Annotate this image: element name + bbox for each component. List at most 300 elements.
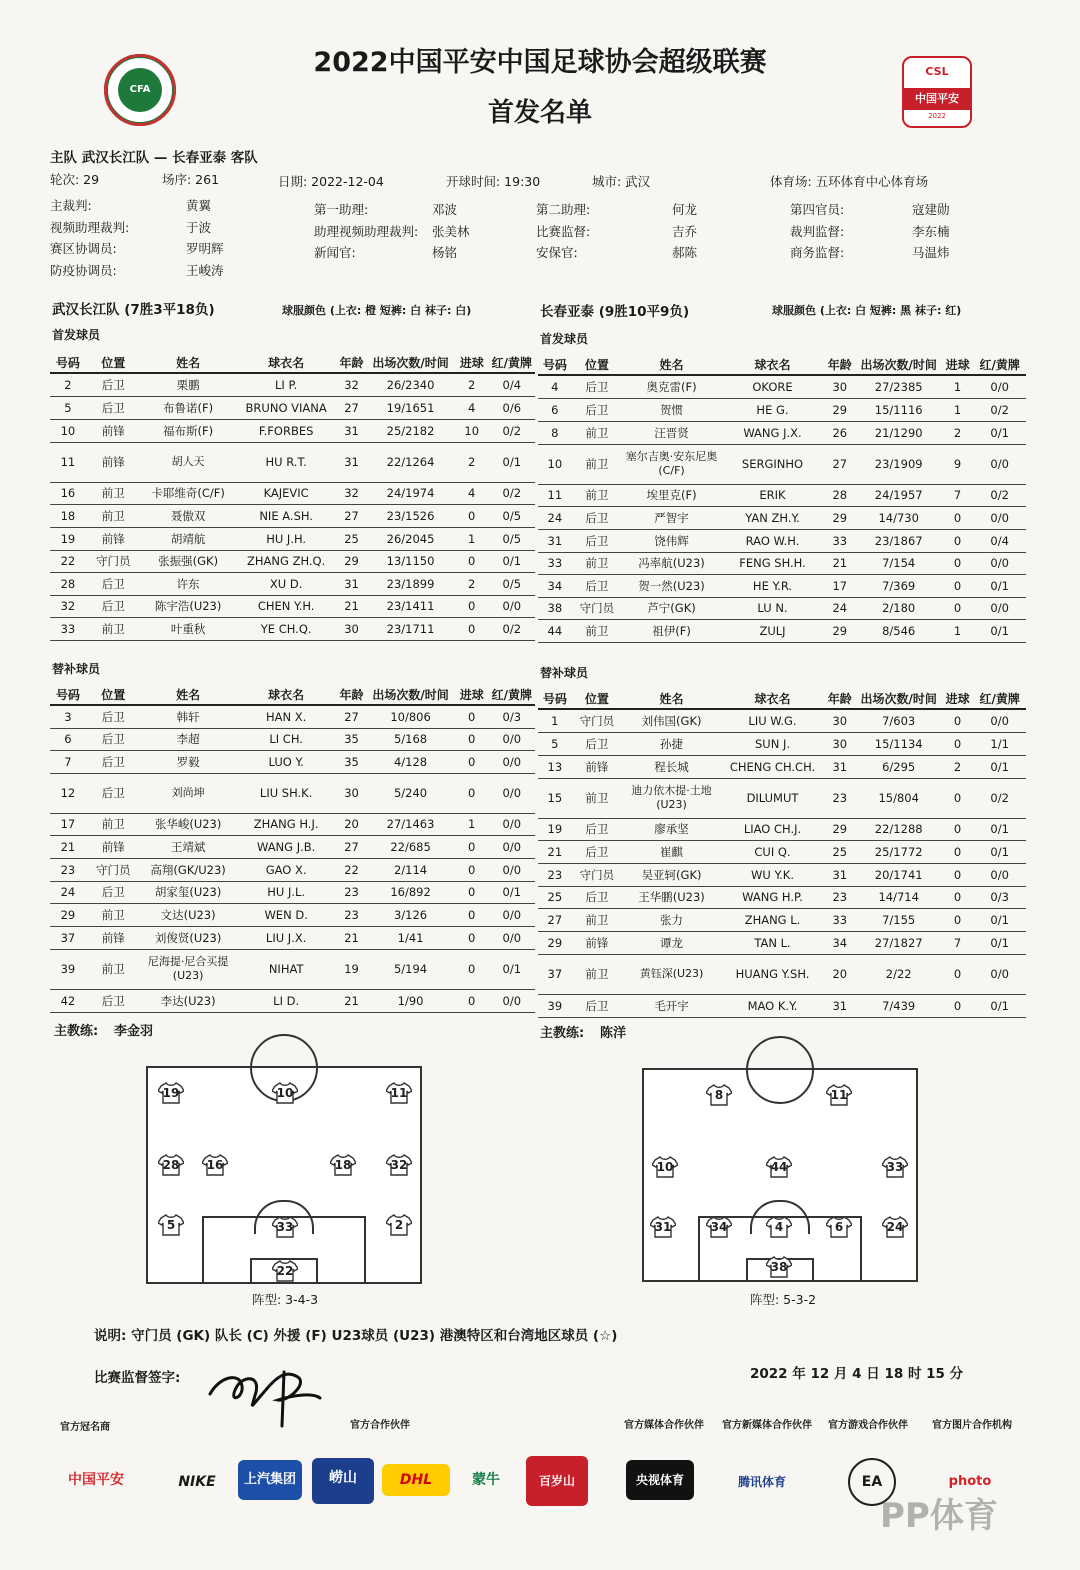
table-cell: 刘伟国(GK) (622, 709, 721, 732)
jersey-number: 6 (834, 1220, 844, 1234)
table-row (50, 396, 535, 419)
table-cell: 陈宇浩(U23) (141, 595, 236, 617)
table-cell: F.FORBES (236, 419, 337, 442)
table-cell: 26/2045 (366, 527, 455, 550)
csl-logo-bottom: 2022 (928, 112, 946, 120)
official-label: 安保官: (536, 245, 578, 260)
table-cell: 后卫 (572, 886, 622, 908)
jersey-icon (706, 1084, 732, 1106)
table-cell: ZULJ (721, 619, 824, 642)
table-cell: 16 (50, 482, 86, 504)
table-cell: 29 (824, 818, 856, 840)
column-header: 位置 (86, 684, 141, 705)
table-cell: 汪晋贤 (622, 421, 721, 444)
table-cell: 后卫 (86, 750, 141, 773)
official-value: 杨铭 (432, 245, 458, 260)
table-cell: 后卫 (86, 728, 141, 750)
table-cell: 31 (824, 863, 856, 886)
table-cell: 33 (824, 529, 856, 552)
table-cell: 0/2 (973, 484, 1026, 506)
table-cell: 前卫 (572, 552, 622, 574)
table-cell: 42 (50, 989, 86, 1012)
sponsor-cctv-sports-logo: 央视体育 (626, 1460, 694, 1500)
table-cell: 0 (942, 732, 974, 755)
table-cell: 24 (50, 881, 86, 903)
table-cell: 34 (538, 574, 572, 597)
table-row (538, 818, 1026, 840)
table-cell: 1/1 (973, 732, 1026, 755)
table-cell: SUN J. (721, 732, 824, 755)
column-header: 位置 (572, 688, 622, 709)
column-header: 号码 (538, 688, 572, 709)
table-cell: 1 (942, 619, 974, 642)
table-cell: 0 (455, 903, 489, 926)
table-cell: 奥克雷(F) (622, 375, 721, 398)
table-cell: 0/5 (489, 572, 535, 595)
table-cell: 39 (50, 949, 86, 989)
table-cell: 0/0 (489, 858, 535, 881)
page-subtitle: 首发名单 (487, 98, 592, 128)
table-cell: 冯率航(U23) (622, 552, 721, 574)
table-cell: 32 (337, 482, 367, 504)
table-cell: 0 (942, 954, 974, 994)
away-subs-table (538, 688, 1026, 1018)
table-cell: 0/1 (973, 908, 1026, 931)
official-value: 寇建勋 (912, 202, 950, 217)
table-row (50, 926, 535, 949)
table-cell: 前卫 (572, 421, 622, 444)
table-cell: 栗鹏 (141, 373, 236, 396)
table-cell: 0/1 (973, 818, 1026, 840)
jersey-icon (158, 1082, 184, 1104)
table-cell: 27/1463 (366, 813, 455, 835)
table-cell: 0 (455, 773, 489, 813)
table-cell: YAN ZH.Y. (721, 506, 824, 529)
table-cell: 前锋 (572, 931, 622, 954)
table-cell: 文达(U23) (141, 903, 236, 926)
column-header: 姓名 (141, 352, 236, 373)
table-cell: 张振强(GK) (141, 550, 236, 572)
table-row (538, 375, 1026, 398)
table-cell: 0/1 (489, 442, 535, 482)
jersey-icon (650, 1216, 676, 1238)
table-header-row (538, 688, 1026, 709)
table-cell: 0 (455, 617, 489, 640)
table-row (538, 506, 1026, 529)
table-cell: 2 (455, 442, 489, 482)
table-cell: MAO K.Y. (721, 994, 824, 1017)
table-cell: 35 (337, 728, 367, 750)
table-cell: 32 (337, 373, 367, 396)
official-label: 商务监督: (790, 245, 845, 260)
table-cell: 14/714 (856, 886, 942, 908)
table-cell: 0/4 (489, 373, 535, 396)
table-cell: 22 (50, 550, 86, 572)
table-row (538, 597, 1026, 619)
table-cell: 0 (942, 908, 974, 931)
table-cell: 4 (538, 375, 572, 398)
table-cell: LUO Y. (236, 750, 337, 773)
match-number: 场序: 261 (162, 172, 220, 187)
table-row (50, 482, 535, 504)
jersey-number: 22 (276, 1264, 294, 1278)
table-cell: 0/3 (489, 705, 535, 728)
table-cell: CHEN Y.H. (236, 595, 337, 617)
table-row (538, 778, 1026, 818)
table-cell: 15/1116 (856, 398, 942, 421)
table-cell: 尼海提·尼合买提(U23) (141, 949, 236, 989)
table-cell: 2 (455, 572, 489, 595)
table-cell: 23/1867 (856, 529, 942, 552)
table-cell: 0/0 (489, 903, 535, 926)
table-cell: 22 (337, 858, 367, 881)
table-cell: WU Y.K. (721, 863, 824, 886)
table-cell: OKORE (721, 375, 824, 398)
table-cell: 20 (337, 813, 367, 835)
table-cell: 李超 (141, 728, 236, 750)
table-row (538, 908, 1026, 931)
column-header: 出场次数/时间 (856, 688, 942, 709)
official-label: 助理视频助理裁判: (314, 224, 419, 239)
table-cell: 25/1772 (856, 840, 942, 863)
table-cell: DILUMUT (721, 778, 824, 818)
table-cell: 0 (942, 552, 974, 574)
table-cell: 守门员 (572, 597, 622, 619)
table-cell: 0 (942, 840, 974, 863)
table-cell: 叶重秋 (141, 617, 236, 640)
table-cell: 张华峻(U23) (141, 813, 236, 835)
sponsor-tencent-sports-logo: 腾讯体育 (737, 1475, 786, 1489)
official-value: 邓波 (432, 202, 458, 217)
table-cell: 23 (824, 886, 856, 908)
table-row (538, 886, 1026, 908)
jersey-number: 34 (710, 1220, 728, 1234)
sponsor-saic-logo: 上汽集团 (238, 1460, 302, 1500)
table-cell: 18 (50, 504, 86, 527)
table-cell: 2/180 (856, 597, 942, 619)
sponsor-category: 官方图片合作机构 (932, 1420, 1012, 1431)
table-cell: 5/240 (366, 773, 455, 813)
jersey-number: 16 (206, 1158, 224, 1172)
table-cell: 19 (50, 527, 86, 550)
table-cell: 0 (455, 504, 489, 527)
table-cell: 守门员 (86, 858, 141, 881)
table-cell: 程长城 (622, 755, 721, 778)
official-value: 何龙 (672, 202, 698, 217)
table-cell: NIHAT (236, 949, 337, 989)
table-cell: 27/1827 (856, 931, 942, 954)
table-cell: 布鲁诺(F) (141, 396, 236, 419)
jersey-number: 32 (390, 1158, 408, 1172)
table-cell: 27 (337, 396, 367, 419)
table-cell: 0 (942, 863, 974, 886)
jersey-icon (158, 1214, 184, 1236)
table-cell: 7/439 (856, 994, 942, 1017)
table-cell: 埃里克(F) (622, 484, 721, 506)
table-cell: 29 (538, 931, 572, 954)
table-cell: 31 (824, 755, 856, 778)
jersey-icon (272, 1260, 298, 1282)
official-value: 吉乔 (672, 224, 698, 239)
table-cell: 23 (538, 863, 572, 886)
column-header: 号码 (50, 684, 86, 705)
table-cell: HE Y.R. (721, 574, 824, 597)
sponsor-category: 官方新媒体合作伙伴 (722, 1420, 812, 1431)
table-cell: 30 (824, 732, 856, 755)
table-cell: 2 (50, 373, 86, 396)
table-row (538, 994, 1026, 1017)
column-header: 年龄 (337, 684, 367, 705)
table-cell: WANG J.B. (236, 835, 337, 858)
table-row (50, 903, 535, 926)
table-cell: 24 (538, 506, 572, 529)
table-cell: 13/1150 (366, 550, 455, 572)
table-cell: 29 (824, 619, 856, 642)
table-cell: 24/1974 (366, 482, 455, 504)
table-cell: 35 (337, 750, 367, 773)
table-cell: 25/2182 (366, 419, 455, 442)
sponsor-ganten-logo: 百岁山 (526, 1456, 588, 1506)
home-kit-colors: 球服颜色 (上衣: 橙 短裤: 白 袜子: 白) (282, 304, 472, 317)
jersey-icon (882, 1156, 908, 1178)
jersey-icon (652, 1156, 678, 1178)
column-header: 球衣名 (236, 684, 337, 705)
table-cell: 0/1 (973, 421, 1026, 444)
jersey-number: 19 (162, 1086, 180, 1100)
table-cell: 30 (824, 375, 856, 398)
table-cell: 15 (538, 778, 572, 818)
table-cell: BRUNO VIANA (236, 396, 337, 419)
sponsor-category: 官方游戏合作伙伴 (828, 1420, 908, 1431)
table-cell: 毛开宇 (622, 994, 721, 1017)
column-header: 姓名 (141, 684, 236, 705)
column-header: 红/黄牌 (489, 684, 535, 705)
table-cell: 2/114 (366, 858, 455, 881)
table-cell: 1 (942, 398, 974, 421)
table-row (538, 529, 1026, 552)
table-cell: 19/1651 (366, 396, 455, 419)
table-cell: ZHANG ZH.Q. (236, 550, 337, 572)
table-cell: 前卫 (572, 619, 622, 642)
official-label: 新闻官: (314, 245, 356, 260)
table-cell: 0/0 (489, 595, 535, 617)
table-cell: 7 (50, 750, 86, 773)
table-cell: 6 (538, 398, 572, 421)
table-cell: 谭龙 (622, 931, 721, 954)
official-label: 视频助理裁判: (50, 220, 130, 235)
official-label: 赛区协调员: (50, 241, 117, 256)
table-cell: KAJEVIC (236, 482, 337, 504)
table-row (50, 705, 535, 728)
jersey-number: 10 (656, 1160, 674, 1174)
table-cell: WANG J.X. (721, 421, 824, 444)
column-header: 进球 (942, 688, 974, 709)
table-cell: 24 (824, 597, 856, 619)
table-cell: HE G. (721, 398, 824, 421)
kickoff-time: 开球时间: 19:30 (446, 174, 541, 189)
table-cell: 11 (50, 442, 86, 482)
stadium: 体育场: 五环体育中心体育场 (770, 174, 929, 189)
column-header: 红/黄牌 (489, 352, 535, 373)
official-label: 第一助理: (314, 202, 369, 217)
table-cell: 37 (538, 954, 572, 994)
table-cell: 23 (337, 903, 367, 926)
table-cell: 10/806 (366, 705, 455, 728)
table-cell: 0 (455, 595, 489, 617)
table-row (538, 954, 1026, 994)
table-cell: 10 (50, 419, 86, 442)
table-cell: 前锋 (572, 755, 622, 778)
table-cell: 10 (455, 419, 489, 442)
sponsor-nike-logo: NIKE (178, 1474, 216, 1490)
table-cell: 前卫 (572, 484, 622, 506)
table-cell: 27 (824, 444, 856, 484)
column-header: 红/黄牌 (973, 354, 1026, 375)
table-cell: 3 (50, 705, 86, 728)
table-cell: 26/2340 (366, 373, 455, 396)
table-cell: 0/6 (489, 396, 535, 419)
away-kit-colors: 球服颜色 (上衣: 白 短裤: 黑 袜子: 红) (772, 304, 962, 317)
table-cell: FENG SH.H. (721, 552, 824, 574)
table-cell: ZHANG L. (721, 908, 824, 931)
table-cell: 1/90 (366, 989, 455, 1012)
table-row (50, 750, 535, 773)
table-row (50, 527, 535, 550)
table-cell: 后卫 (86, 881, 141, 903)
table-cell: LU N. (721, 597, 824, 619)
table-cell: 23/1711 (366, 617, 455, 640)
table-row (50, 773, 535, 813)
table-cell: 孙捷 (622, 732, 721, 755)
table-cell: 28 (50, 572, 86, 595)
table-cell: 罗毅 (141, 750, 236, 773)
table-cell: 23/1909 (856, 444, 942, 484)
column-header: 出场次数/时间 (366, 684, 455, 705)
table-cell: 5/194 (366, 949, 455, 989)
table-row (50, 504, 535, 527)
jersey-number: 5 (166, 1218, 176, 1232)
table-cell: 7/603 (856, 709, 942, 732)
table-cell: 前锋 (86, 926, 141, 949)
table-cell: 前卫 (572, 444, 622, 484)
table-cell: 张力 (622, 908, 721, 931)
table-cell: LIU W.G. (721, 709, 824, 732)
table-cell: 30 (337, 773, 367, 813)
table-cell: 0 (942, 597, 974, 619)
table-cell: 0/1 (489, 550, 535, 572)
table-row (50, 595, 535, 617)
official-label: 防疫协调员: (50, 263, 117, 278)
table-cell: ERIK (721, 484, 824, 506)
table-cell: 许东 (141, 572, 236, 595)
table-cell: 0 (942, 778, 974, 818)
column-header: 出场次数/时间 (366, 352, 455, 373)
table-cell: 6 (50, 728, 86, 750)
table-cell: 吴亚轲(GK) (622, 863, 721, 886)
sponsor-category: 官方合作伙伴 (350, 1420, 410, 1431)
table-cell: 0 (942, 886, 974, 908)
table-cell: 1 (942, 375, 974, 398)
sponsor-category: 官方冠名商 (60, 1422, 110, 1433)
away-team-record: 长春亚泰 (9胜10平9负) (540, 304, 690, 320)
table-row (538, 484, 1026, 506)
jersey-number: 2 (394, 1218, 404, 1232)
table-cell: 0/0 (489, 835, 535, 858)
signature-label: 比赛监督签字: (94, 1370, 181, 1386)
signature-time: 2022 年 12 月 4 日 18 时 15 分 (750, 1366, 964, 1382)
table-cell: 前锋 (86, 442, 141, 482)
table-cell: 0/5 (489, 504, 535, 527)
jersey-icon (202, 1154, 228, 1176)
table-header-row (50, 684, 535, 705)
table-cell: 0/1 (489, 949, 535, 989)
table-cell: RAO W.H. (721, 529, 824, 552)
table-cell: 前卫 (572, 908, 622, 931)
table-cell: HUANG Y.SH. (721, 954, 824, 994)
table-cell: 后卫 (86, 572, 141, 595)
jersey-icon (386, 1214, 412, 1236)
table-cell: 21 (337, 989, 367, 1012)
away-subs-label: 替补球员 (540, 666, 589, 680)
table-row (50, 835, 535, 858)
table-cell: 33 (824, 908, 856, 931)
table-cell: 塞尔吉奥·安东尼奥(C/F) (622, 444, 721, 484)
table-cell: 15/1134 (856, 732, 942, 755)
jersey-number: 11 (390, 1086, 408, 1100)
jersey-icon (766, 1256, 792, 1278)
home-formation: 阵型: 3-4-3 (252, 1292, 319, 1307)
table-cell: 25 (824, 840, 856, 863)
table-cell: 31 (337, 572, 367, 595)
table-row (538, 444, 1026, 484)
table-cell: NIE A.SH. (236, 504, 337, 527)
table-cell: 0 (942, 574, 974, 597)
table-row (50, 813, 535, 835)
column-header: 位置 (572, 354, 622, 375)
table-cell: 0/2 (973, 778, 1026, 818)
jersey-icon (766, 1156, 792, 1178)
table-cell: LI CH. (236, 728, 337, 750)
away-coach-name: 陈洋 (600, 1026, 627, 1041)
table-cell: 15/804 (856, 778, 942, 818)
table-cell: 崔麒 (622, 840, 721, 863)
table-cell: 30 (824, 709, 856, 732)
table-cell: 0 (455, 926, 489, 949)
table-cell: 饶伟辉 (622, 529, 721, 552)
table-cell: LI D. (236, 989, 337, 1012)
table-cell: 31 (337, 442, 367, 482)
jersey-number: 44 (770, 1160, 788, 1174)
table-cell: 27 (538, 908, 572, 931)
table-cell: 23 (824, 778, 856, 818)
table-cell: 6/295 (856, 755, 942, 778)
table-cell: 7/155 (856, 908, 942, 931)
jersey-number: 33 (276, 1220, 294, 1234)
table-cell: 廖承坚 (622, 818, 721, 840)
table-row (538, 863, 1026, 886)
table-cell: 0 (455, 858, 489, 881)
home-coach-label: 主教练: (54, 1024, 99, 1039)
away-formation: 阵型: 5-3-2 (750, 1292, 817, 1307)
table-cell: LIAO CH.J. (721, 818, 824, 840)
table-cell: WEN D. (236, 903, 337, 926)
table-cell: 0/0 (489, 813, 535, 835)
table-row (538, 755, 1026, 778)
table-cell: 0 (942, 529, 974, 552)
table-cell: 0/1 (973, 619, 1026, 642)
table-cell: 29 (824, 506, 856, 529)
table-cell: 22/685 (366, 835, 455, 858)
